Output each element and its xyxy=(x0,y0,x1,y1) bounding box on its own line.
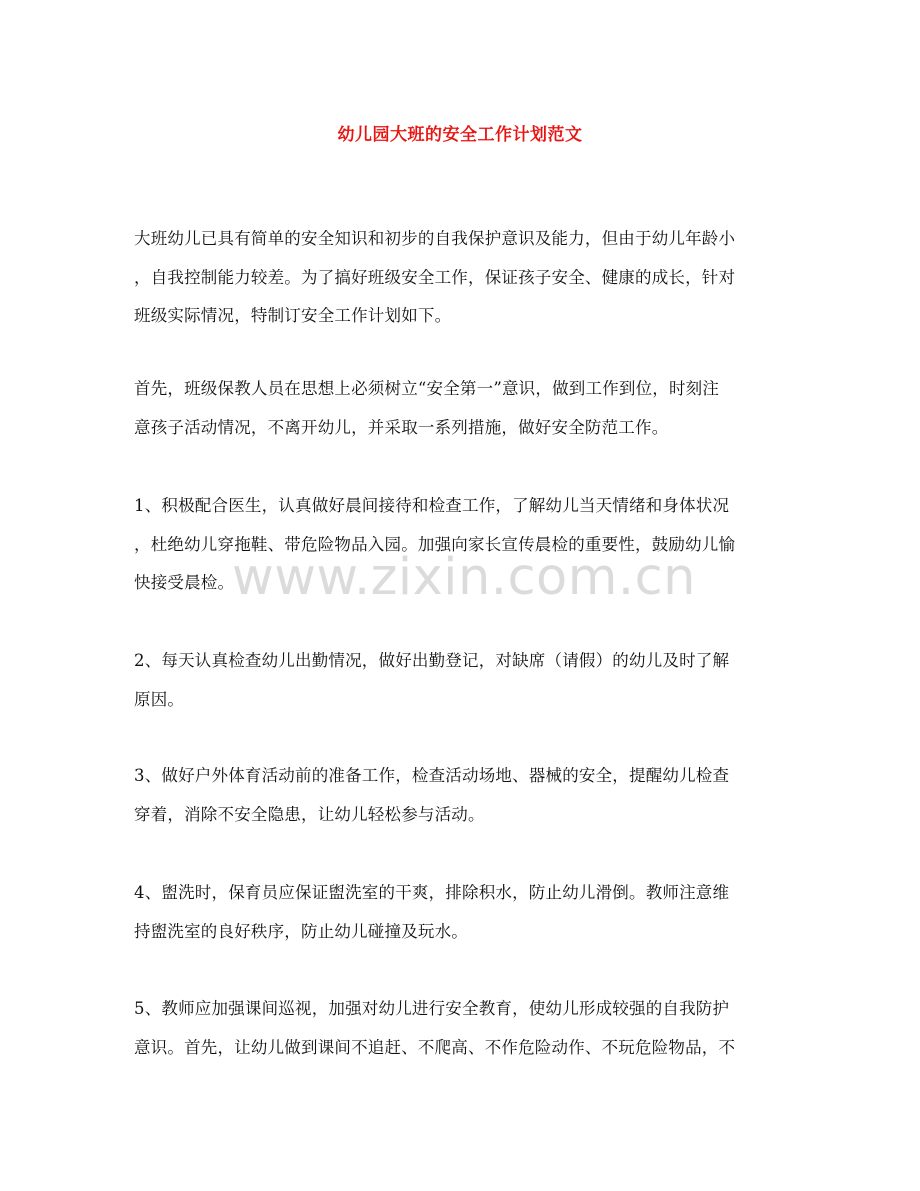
text-line: 原因。 xyxy=(134,689,185,709)
text-line: 持盥洗室的良好秩序，防止幼儿碰撞及玩水。 xyxy=(134,921,468,941)
text-line: 首先，班级保教人员在思想上必须树立“安全第一”意识，做到工作到位，时刻注 xyxy=(134,379,720,398)
paragraph-item-3 xyxy=(134,757,786,834)
text-line: 1、积极配合医生，认真做好晨间接待和检查工作，了解幼儿当天情绪和身体状况 xyxy=(134,496,730,515)
paragraph-item-4 xyxy=(134,874,786,951)
page-title: 幼儿园大班的安全工作计划范文 xyxy=(337,125,583,145)
paragraph-first xyxy=(134,370,786,447)
text-line: 穿着，消除不安全隐患，让幼儿轻松参与活动。 xyxy=(134,804,485,824)
text-line: 意孩子活动情况，不离开幼儿，并采取一系列措施，做好安全防范工作。 xyxy=(134,417,669,437)
text-line: ，杜绝幼儿穿拖鞋、带危险物品入园。加强向家长宣传晨检的重要性，鼓励幼儿愉 xyxy=(134,534,736,554)
paragraph-item-2 xyxy=(134,642,786,719)
text-line: 意识。首先，让幼儿做到课间不追赶、不爬高、不作危险动作、不玩危险物品，不 xyxy=(134,1037,736,1057)
text-line: 2、每天认真检查幼儿出勤情况，做好出勤登记，对缺席（请假）的幼儿及时了解 xyxy=(134,651,730,670)
text-line: 4、盥洗时，保育员应保证盥洗室的干爽，排除积水，防止幼儿滑倒。教师注意维 xyxy=(134,883,730,902)
text-line: 3、做好户外体育活动前的准备工作，检查活动场地、器械的安全，提醒幼儿检查 xyxy=(134,766,730,785)
text-line: 5、教师应加强课间巡视，加强对幼儿进行安全教育，使幼儿形成较强的自我防护 xyxy=(134,999,730,1018)
text-line: ，自我控制能力较差。为了搞好班级安全工作，保证孩子安全、健康的成长，针对 xyxy=(134,267,736,287)
text-line: 大班幼儿已具有简单的安全知识和初步的自我保护意识及能力，但由于幼儿年龄小 xyxy=(134,229,736,248)
paragraph-intro xyxy=(134,220,786,336)
text-line: 快接受晨检。 xyxy=(134,573,235,592)
text-line: 班级实际情况，特制订安全工作计划如下。 xyxy=(134,306,452,325)
paragraph-item-5 xyxy=(134,990,786,1067)
watermark: www.zixin.com.cn xyxy=(232,548,696,607)
